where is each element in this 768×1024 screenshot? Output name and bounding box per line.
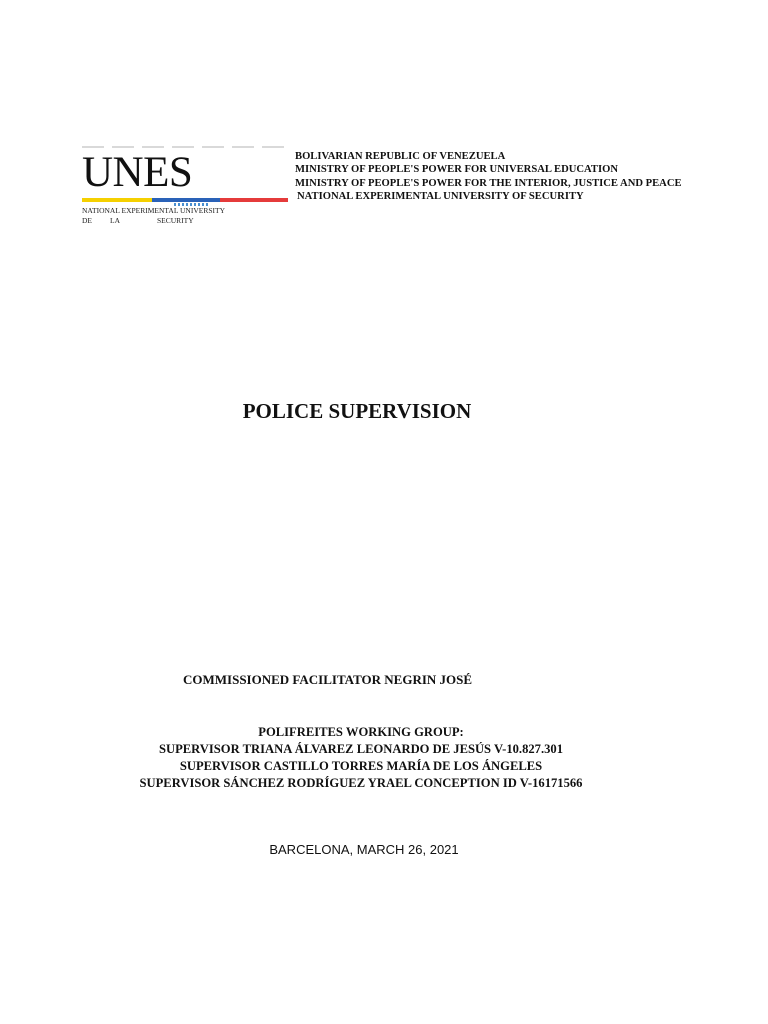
header-line-republic: BOLIVARIAN REPUBLIC OF VENEZUELA [295, 151, 506, 162]
place-date-line: BARCELONA, MARCH 26, 2021 [269, 842, 459, 857]
logo-top-rule [82, 146, 288, 148]
working-group [0, 724, 722, 792]
logo-subline-word-de: DE [82, 216, 92, 225]
flag-blue-stripe [152, 198, 220, 202]
unes-logo [82, 146, 290, 228]
working-group-heading: POLIFREITES WORKING GROUP: [258, 725, 464, 739]
flag-red-stripe [220, 198, 288, 202]
working-group-member: SUPERVISOR TRIANA ÁLVAREZ LEONARDO DE JESÚS V-10.827.301 [158, 742, 564, 756]
document-title: POLICE SUPERVISION [242, 399, 472, 423]
working-group-member: SUPERVISOR SÁNCHEZ RODRÍGUEZ YRAEL CONCEPTION ID V-16171566 [139, 776, 583, 790]
facilitator-line: COMMISSIONED FACILITATOR NEGRIN JOSÉ [183, 672, 473, 687]
flag-yellow-stripe [82, 198, 152, 202]
header-line-ministry-education: MINISTRY OF PEOPLE'S POWER FOR UNIVERSAL EDUCATION [295, 164, 618, 176]
institution-header [295, 150, 682, 204]
logo-wordmark: UNES [82, 149, 193, 196]
logo-subline-word-la: LA [110, 216, 120, 225]
logo-subline-word-security: SECURITY [157, 216, 194, 225]
header-line-university: NATIONAL EXPERIMENTAL UNIVERSITY OF SECURITY [297, 191, 584, 203]
working-group-member: SUPERVISOR CASTILLO TORRES MARÍA DE LOS ÁNGELES [179, 759, 543, 773]
logo-flag-bar [82, 198, 288, 202]
header-line-ministry-interior: MINISTRY OF PEOPLE'S POWER FOR THE INTERIOR, JUSTICE AND PEACE [295, 177, 682, 189]
logo-university-name: NATIONAL EXPERIMENTAL UNIVERSITY [82, 206, 225, 215]
